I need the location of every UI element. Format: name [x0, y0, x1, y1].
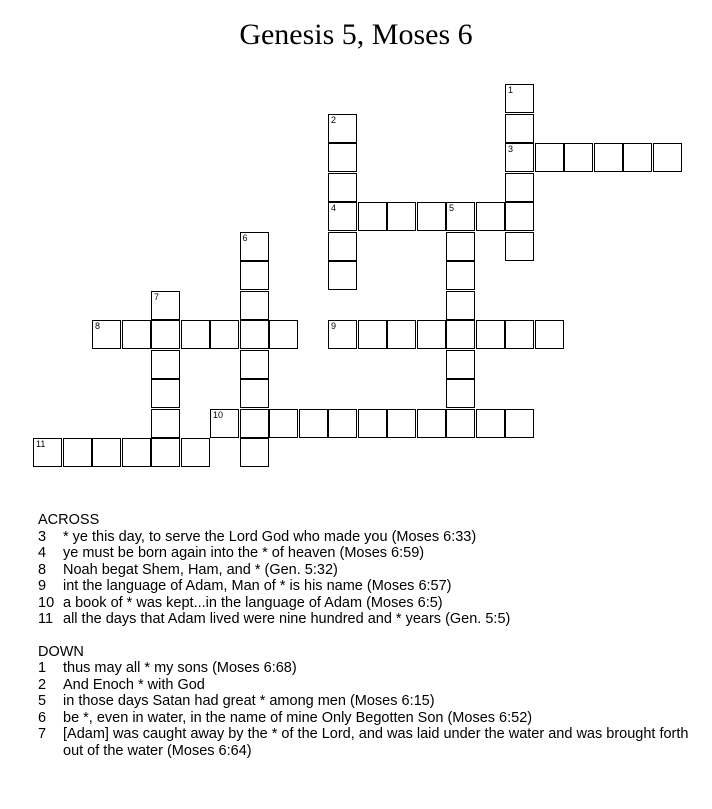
cell-number: 11 — [36, 439, 46, 449]
clue-number: 5 — [38, 693, 47, 709]
grid-cell[interactable] — [417, 409, 446, 438]
down-heading: DOWN — [38, 643, 84, 660]
grid-cell[interactable] — [240, 350, 269, 379]
clues-section — [38, 512, 698, 759]
clue-across-10 — [38, 595, 698, 612]
grid-cell[interactable] — [240, 232, 269, 261]
grid-cell[interactable] — [328, 232, 357, 261]
grid-cell[interactable] — [505, 232, 534, 261]
grid-cell[interactable] — [240, 438, 269, 467]
grid-cell[interactable] — [476, 409, 505, 438]
cell-number: 3 — [508, 144, 514, 154]
grid-cell[interactable] — [151, 291, 180, 320]
clue-across-9 — [38, 578, 698, 595]
clue-number: 1 — [38, 660, 47, 676]
across-heading: ACROSS — [38, 512, 100, 528]
grid-cell[interactable] — [358, 320, 387, 349]
grid-cell[interactable] — [387, 409, 416, 438]
clue-across-4 — [38, 545, 698, 562]
grid-cell[interactable] — [476, 320, 505, 349]
grid-cell[interactable] — [181, 438, 210, 467]
cell-number: 4 — [331, 203, 337, 213]
grid-cell[interactable] — [151, 379, 180, 408]
clue-down-1 — [38, 660, 698, 677]
grid-cell[interactable] — [240, 320, 269, 349]
grid-cell[interactable] — [535, 143, 564, 172]
clue-number: 2 — [38, 676, 47, 693]
clue-down-2 — [38, 677, 698, 694]
clue-number: 10 — [38, 594, 55, 611]
grid-cell[interactable] — [446, 202, 475, 231]
clue-down-7 — [38, 726, 698, 759]
clue-text: all the days that Adam lived were nine hundred and * years (Gen. 5:5) — [63, 611, 511, 627]
cell-number: 8 — [95, 321, 101, 331]
clue-text: [Adam] was caught away by the * of the Lord, and was laid under the water and was brought forth out of the water (Moses 6:64) — [63, 726, 689, 759]
clue-number: 7 — [38, 726, 47, 742]
cell-number: 10 — [213, 409, 224, 420]
cell-number: 9 — [331, 321, 337, 331]
grid-cell[interactable] — [328, 202, 357, 231]
clue-text: And Enoch * with God — [63, 676, 205, 693]
grid-cell[interactable] — [535, 320, 564, 349]
clue-number: 9 — [38, 578, 47, 594]
cell-number: 2 — [331, 114, 337, 125]
puzzle-title: Genesis 5, Moses 6 — [239, 18, 473, 51]
grid-cell[interactable] — [476, 202, 505, 231]
grid-cell[interactable] — [151, 438, 180, 467]
clue-text: a book of * was kept...in the language of Adam (Moses 6:5) — [63, 594, 443, 611]
clue-text: thus may all * my sons (Moses 6:68) — [63, 660, 297, 676]
cell-number: 7 — [154, 291, 160, 302]
clue-number: 3 — [38, 528, 47, 545]
grid-cell[interactable] — [446, 261, 475, 290]
grid-cell[interactable] — [210, 409, 239, 438]
grid-cell[interactable] — [505, 320, 534, 349]
grid-cell[interactable] — [417, 202, 446, 231]
grid-cell[interactable] — [122, 438, 151, 467]
grid-cell[interactable] — [594, 143, 623, 172]
grid-cell[interactable] — [328, 114, 357, 143]
grid-cell[interactable] — [328, 173, 357, 202]
grid-cell[interactable] — [505, 202, 534, 231]
cell-number: 1 — [508, 85, 514, 95]
grid-cell[interactable] — [446, 320, 475, 349]
clue-across-3 — [38, 529, 698, 546]
grid-cell[interactable] — [63, 438, 92, 467]
clue-text: Noah begat Shem, Ham, and * (Gen. 5:32) — [63, 561, 338, 578]
clue-text: ye must be born again into the * of heaven (Moses 6:59) — [63, 545, 425, 561]
grid-cell[interactable] — [181, 320, 210, 349]
clue-across-11 — [38, 611, 698, 628]
grid-cell[interactable] — [122, 320, 151, 349]
grid-cell[interactable] — [151, 409, 180, 438]
grid-cell[interactable] — [240, 261, 269, 290]
grid-cell[interactable] — [299, 409, 328, 438]
grid-cell[interactable] — [358, 409, 387, 438]
grid-cell[interactable] — [417, 320, 446, 349]
grid-cell[interactable] — [446, 379, 475, 408]
grid-cell[interactable] — [358, 202, 387, 231]
grid-cell[interactable] — [446, 409, 475, 438]
grid-cell[interactable] — [446, 232, 475, 261]
grid-cell[interactable] — [446, 291, 475, 320]
clue-text: * ye this day, to serve the Lord God who made you (Moses 6:33) — [63, 528, 477, 545]
grid-cell[interactable] — [328, 143, 357, 172]
grid-cell[interactable] — [328, 261, 357, 290]
grid-cell[interactable] — [210, 320, 239, 349]
grid-cell[interactable] — [269, 409, 298, 438]
grid-cell[interactable] — [33, 438, 62, 467]
grid-cell[interactable] — [92, 320, 121, 349]
grid-cell[interactable] — [151, 320, 180, 349]
clue-number: 4 — [38, 545, 47, 561]
grid-cell[interactable] — [505, 173, 534, 202]
clue-down-5 — [38, 693, 698, 710]
grid-cell[interactable] — [387, 320, 416, 349]
clue-number: 11 — [38, 611, 54, 627]
clue-text: in those days Satan had great * among men (Moses 6:15) — [63, 693, 435, 709]
cell-number: 5 — [449, 203, 455, 213]
clue-across-8 — [38, 562, 698, 579]
grid-cell[interactable] — [446, 350, 475, 379]
grid-cell[interactable] — [328, 409, 357, 438]
clue-number: 6 — [38, 709, 47, 726]
grid-cell[interactable] — [653, 143, 682, 172]
grid-cell[interactable] — [387, 202, 416, 231]
clue-number: 8 — [38, 561, 47, 578]
grid-cell[interactable] — [151, 350, 180, 379]
grid-cell[interactable] — [505, 143, 534, 172]
cell-number: 6 — [242, 232, 248, 243]
clue-text: be *, even in water, in the name of mine Only Begotten Son (Moses 6:52) — [63, 709, 533, 726]
clue-down-6 — [38, 710, 698, 727]
grid-cell[interactable] — [505, 409, 534, 438]
clue-text: int the language of Adam, Man of * is his name (Moses 6:57) — [63, 578, 452, 594]
grid-cell[interactable] — [92, 438, 121, 467]
grid-cell[interactable] — [328, 320, 357, 349]
grid-cell[interactable] — [505, 114, 534, 143]
grid-cell[interactable] — [269, 320, 298, 349]
grid-cell[interactable] — [240, 291, 269, 320]
grid-cell[interactable] — [623, 143, 652, 172]
grid-cell[interactable] — [240, 409, 269, 438]
grid-cell[interactable] — [564, 143, 593, 172]
grid-cell[interactable] — [240, 379, 269, 408]
grid-cell[interactable] — [505, 84, 534, 113]
